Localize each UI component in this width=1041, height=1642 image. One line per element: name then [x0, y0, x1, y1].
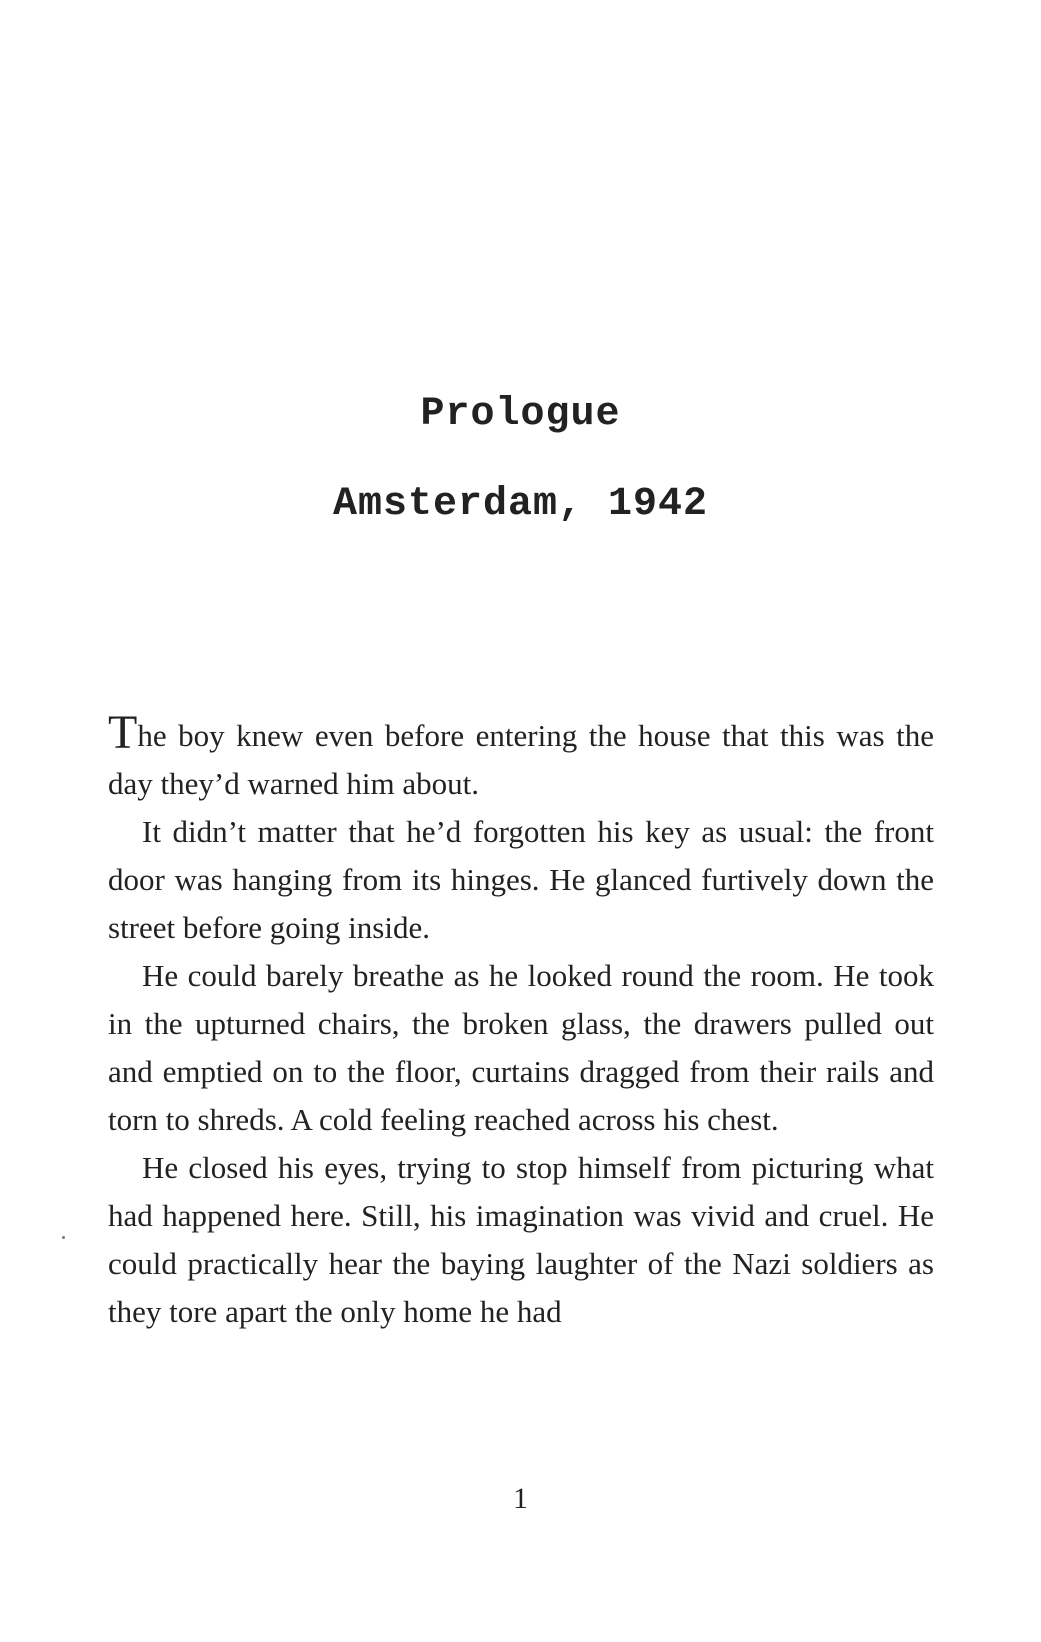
chapter-title: Prologue — [420, 392, 621, 437]
paragraph: It didn’t matter that he’d forgotten his key as usual: the front door was hanging from its hinges. He glanced furtively down the street before going inside. — [108, 814, 934, 945]
scan-speck — [62, 1236, 65, 1239]
paragraph-text: he boy knew even before entering the house that this was the day they’d warned him about. — [108, 718, 934, 801]
page-number: 1 — [513, 1482, 528, 1515]
paragraph — [108, 706, 934, 808]
body-text — [108, 706, 934, 1336]
drop-cap: T — [108, 706, 138, 759]
paragraph: He could barely breathe as he looked round the room. He took in the upturned chairs, the broken glass, the drawers pulled out and emptied on to the floor, curtains dragged from their rails and torn to shreds. A cold feeling reached across his chest. — [108, 958, 934, 1137]
chapter-subtitle: Amsterdam, 1942 — [332, 482, 709, 527]
paragraph: He closed his eyes, trying to stop himself from picturing what had happened here. Still, his imagination was vivid and cruel. He could practically hear the baying laughter of the Nazi soldiers as they tore apart the only home he had — [108, 1150, 934, 1329]
